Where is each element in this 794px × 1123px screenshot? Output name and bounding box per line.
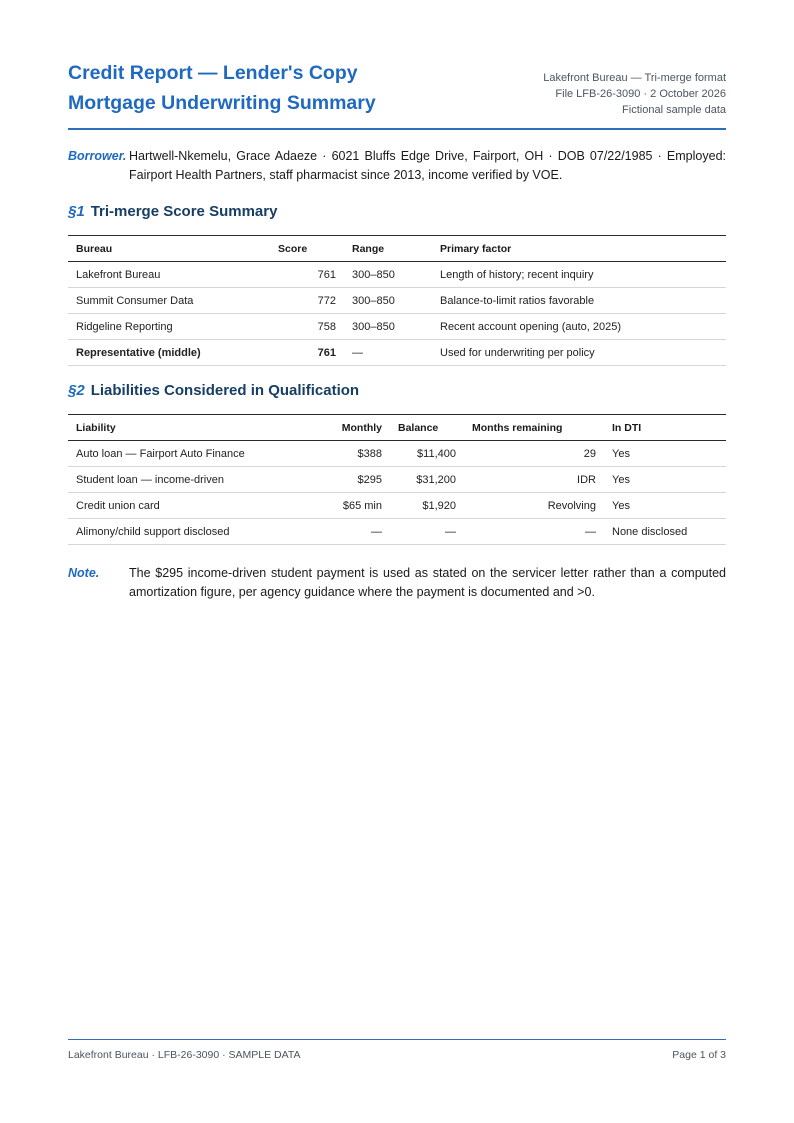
table-row xyxy=(68,519,726,545)
in-dti-cell: Yes xyxy=(604,467,726,493)
borrower-details: Hartwell-Nkemelu, Grace Adaeze · 6021 Bluffs Edge Drive, Fairport, OH · DOB 07/22/1985 · Employed: Fairport Health Partners, staff pharmacist since 2013, income verified by VOE. xyxy=(129,149,726,182)
column-header: Monthly xyxy=(308,415,390,441)
range-cell: 300–850 xyxy=(344,314,432,340)
file-date-line: File LFB-26-3090 · 2 October 2026 xyxy=(555,88,726,100)
section-title: Liabilities Considered in Qualification xyxy=(90,382,360,399)
bureau-format-line: Lakefront Bureau — Tri-merge format xyxy=(543,72,726,84)
bureau-cell: Representative (middle) xyxy=(68,340,270,366)
column-header: Liability xyxy=(68,415,308,441)
footer-file-info: Lakefront Bureau · LFB-26-3090 · SAMPLE DATA xyxy=(68,1049,301,1061)
table-row xyxy=(68,262,726,288)
bureau-cell: Summit Consumer Data xyxy=(68,288,270,314)
table-header-row xyxy=(68,415,726,441)
table-row xyxy=(68,314,726,340)
table-row xyxy=(68,467,726,493)
note-text: The $295 income-driven student payment is used as stated on the servicer letter rather than a computed amortization figure, per agency guidance where the payment is documented and >0. xyxy=(129,566,726,599)
column-header: Score xyxy=(270,236,344,262)
in-dti-cell: Yes xyxy=(604,441,726,467)
score-cell: 758 xyxy=(270,314,344,340)
note-block xyxy=(68,564,726,602)
bureau-cell: Lakefront Bureau xyxy=(68,262,270,288)
range-cell: — xyxy=(344,340,432,366)
in-dti-cell: None disclosed xyxy=(604,519,726,545)
bureau-cell: Ridgeline Reporting xyxy=(68,314,270,340)
section-heading-scores xyxy=(68,203,277,220)
table-row xyxy=(68,441,726,467)
section-heading-liabilities xyxy=(68,382,359,399)
report-meta xyxy=(543,70,726,118)
monthly-cell: $65 min xyxy=(308,493,390,519)
monthly-cell: — xyxy=(308,519,390,545)
score-cell: 761 xyxy=(270,262,344,288)
factor-cell: Recent account opening (auto, 2025) xyxy=(432,314,726,340)
months-remaining-cell: — xyxy=(464,519,604,545)
months-remaining-cell: 29 xyxy=(464,441,604,467)
note-label: Note. xyxy=(68,566,100,580)
report-subtitle: Mortgage Underwriting Summary xyxy=(68,92,376,114)
liability-cell: Auto loan — Fairport Auto Finance xyxy=(68,441,308,467)
score-summary-table xyxy=(68,235,726,366)
borrower-block xyxy=(68,147,726,185)
report-page xyxy=(68,0,726,1123)
score-cell: 772 xyxy=(270,288,344,314)
liability-cell: Alimony/child support disclosed xyxy=(68,519,308,545)
monthly-cell: $295 xyxy=(308,467,390,493)
range-cell: 300–850 xyxy=(344,262,432,288)
section-number: §1 xyxy=(68,203,85,220)
report-title: Credit Report — Lender's Copy xyxy=(68,62,358,84)
liabilities-table xyxy=(68,414,726,545)
months-remaining-cell: IDR xyxy=(464,467,604,493)
factor-cell: Used for underwriting per policy xyxy=(432,340,726,366)
balance-cell: $31,200 xyxy=(390,467,464,493)
section-title: Tri-merge Score Summary xyxy=(90,203,278,220)
page-footer xyxy=(68,1039,726,1064)
table-row xyxy=(68,493,726,519)
balance-cell: — xyxy=(390,519,464,545)
column-header: Bureau xyxy=(68,236,270,262)
factor-cell: Length of history; recent inquiry xyxy=(432,262,726,288)
table-row xyxy=(68,288,726,314)
column-header: Months remaining xyxy=(464,415,604,441)
liability-cell: Student loan — income-driven xyxy=(68,467,308,493)
factor-cell: Balance-to-limit ratios favorable xyxy=(432,288,726,314)
in-dti-cell: Yes xyxy=(604,493,726,519)
report-header xyxy=(68,60,726,130)
borrower-label: Borrower. xyxy=(68,149,127,163)
column-header: Range xyxy=(344,236,432,262)
score-cell: 761 xyxy=(270,340,344,366)
section-number: §2 xyxy=(68,382,85,399)
monthly-cell: $388 xyxy=(308,441,390,467)
table-header-row xyxy=(68,236,726,262)
balance-cell: $1,920 xyxy=(390,493,464,519)
page-number: Page 1 of 3 xyxy=(672,1049,726,1061)
column-header: Primary factor xyxy=(432,236,726,262)
column-header: In DTI xyxy=(604,415,726,441)
column-header: Balance xyxy=(390,415,464,441)
range-cell: 300–850 xyxy=(344,288,432,314)
liability-cell: Credit union card xyxy=(68,493,308,519)
balance-cell: $11,400 xyxy=(390,441,464,467)
sample-data-line: Fictional sample data xyxy=(622,104,726,116)
months-remaining-cell: Revolving xyxy=(464,493,604,519)
table-row-representative xyxy=(68,340,726,366)
